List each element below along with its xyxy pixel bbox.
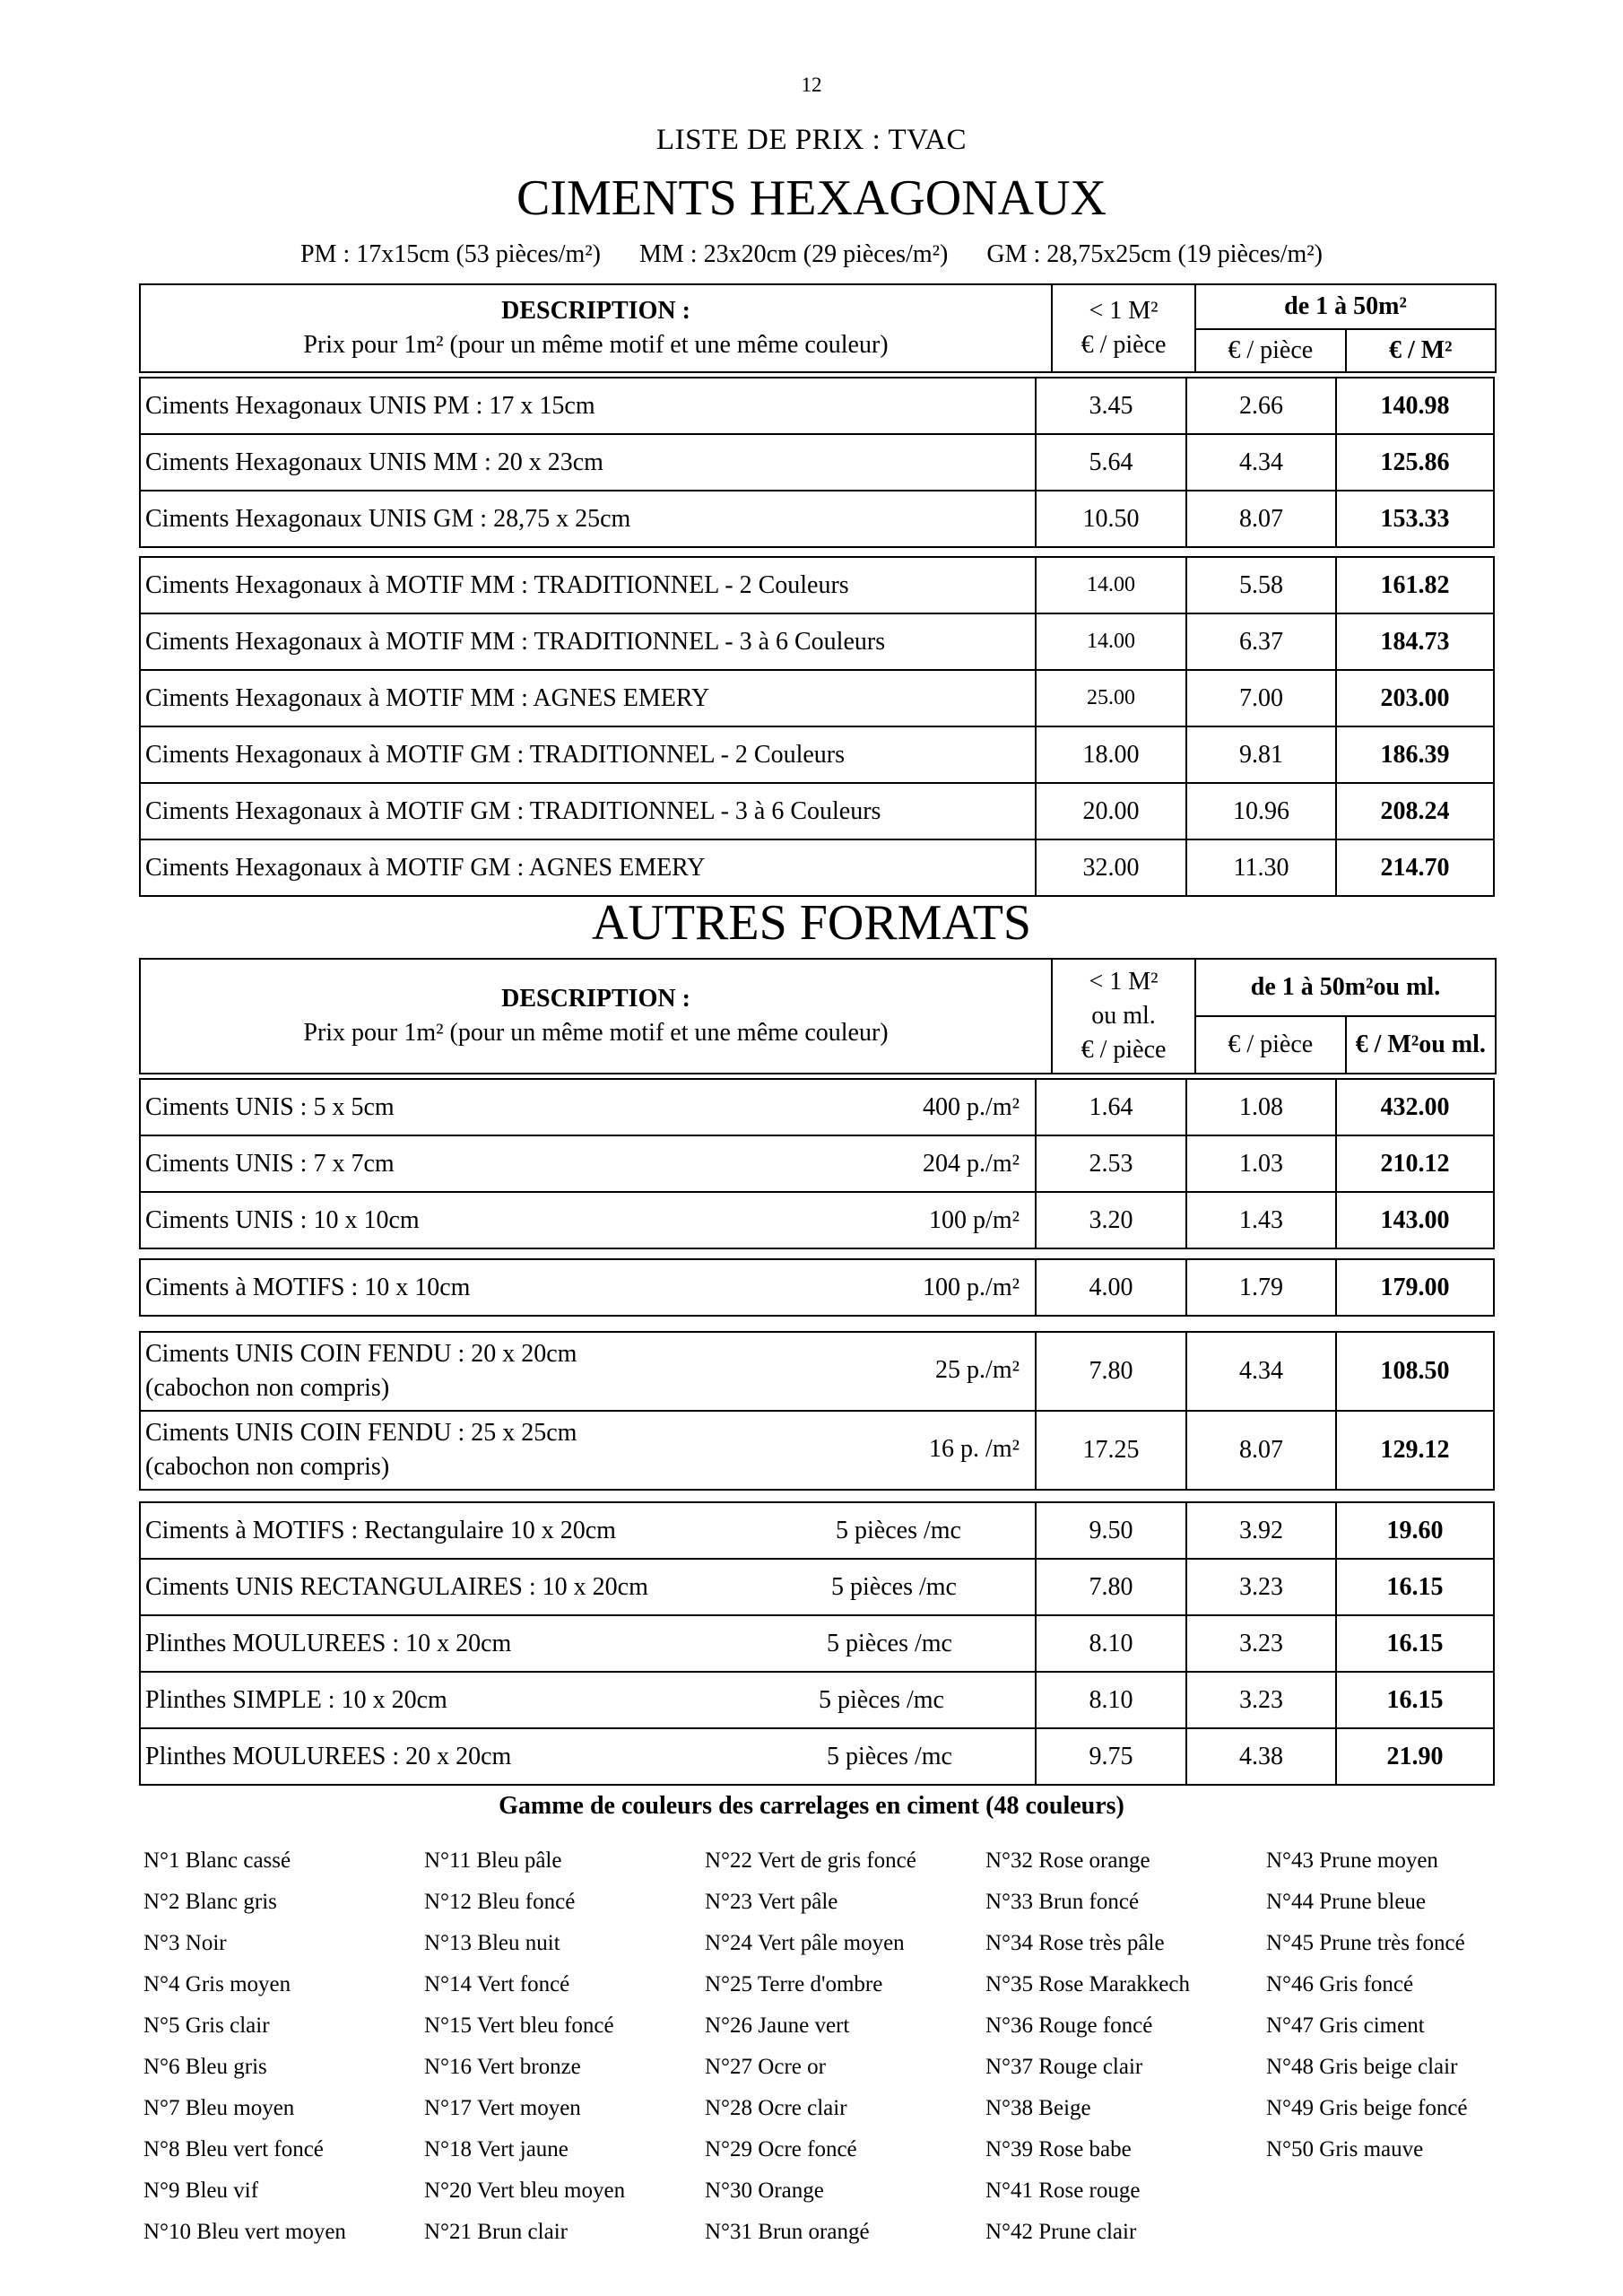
hex-unis-table (139, 377, 1495, 548)
table-row (140, 613, 1494, 670)
list-item: N°42 Prune clair (985, 2220, 1137, 2244)
row-price-under-1m2: 32.00 (1036, 839, 1186, 896)
list-item: N°12 Bleu foncé (424, 1890, 576, 1914)
list-item: N°5 Gris clair (143, 2013, 270, 2038)
table-row (140, 783, 1494, 839)
row-price-per-m2: 161.82 (1336, 557, 1494, 613)
row-price-per-piece: 3.23 (1186, 1615, 1336, 1672)
row-price-per-piece: 3.92 (1186, 1502, 1336, 1559)
row-price-per-piece: 1.79 (1186, 1259, 1336, 1316)
list-item: N°32 Rose orange (985, 1848, 1150, 1873)
hex-header-col1 (1052, 284, 1195, 372)
header-col1-line2: € / pièce (1081, 331, 1167, 359)
row-price-under-1m2: 14.00 (1036, 613, 1186, 670)
row-description (140, 1559, 1036, 1615)
row-price-per-m2: 143.00 (1336, 1192, 1494, 1248)
list-item: N°4 Gris moyen (143, 1972, 291, 1996)
list-item: N°36 Rouge foncé (985, 2013, 1153, 2038)
table-row (140, 1559, 1494, 1615)
row-price-per-m2: 210.12 (1336, 1135, 1494, 1192)
table-row (140, 1332, 1494, 1411)
list-item: N°2 Blanc gris (143, 1890, 277, 1914)
row-quantity: 5 pièces /mc (836, 1516, 961, 1544)
row-label-note: (cabochon non compris) (145, 1374, 390, 1402)
hex-header-group: de 1 à 50m² (1195, 284, 1496, 329)
row-label: Ciments UNIS : 10 x 10cm (145, 1205, 420, 1234)
row-price-per-piece: 3.23 (1186, 1559, 1336, 1615)
row-price-per-piece: 7.00 (1186, 670, 1336, 726)
list-item: N°8 Bleu vert foncé (143, 2137, 324, 2161)
row-description: Ciments Hexagonaux UNIS MM : 20 x 23cm (140, 434, 1036, 491)
row-label: Plinthes MOULUREES : 10 x 20cm (145, 1629, 512, 1657)
list-item: N°39 Rose babe (985, 2137, 1132, 2161)
row-price-per-m2: 21.90 (1336, 1728, 1494, 1785)
list-item: N°45 Prune très foncé (1266, 1931, 1465, 1955)
table-row (140, 670, 1494, 726)
list-item: N°37 Rouge clair (985, 2055, 1143, 2079)
row-quantity: 25 p./m² (935, 1356, 1020, 1385)
list-item: N°14 Vert foncé (424, 1972, 570, 1996)
row-description (140, 1672, 1036, 1728)
row-label: Ciments UNIS : 7 x 7cm (145, 1149, 395, 1178)
color-column-2 (424, 1840, 625, 2253)
row-price-per-m2: 140.98 (1336, 378, 1494, 434)
other-table-header (139, 958, 1497, 1074)
row-price-under-1m2: 4.00 (1036, 1259, 1186, 1316)
list-item: N°18 Vert jaune (424, 2137, 568, 2161)
list-item: N°10 Bleu vert moyen (143, 2220, 346, 2244)
list-item: N°50 Gris mauve (1266, 2137, 1424, 2161)
row-price-per-piece: 10.96 (1186, 783, 1336, 839)
table-row (140, 839, 1494, 896)
row-description (140, 1259, 1036, 1316)
list-item: N°15 Vert bleu foncé (424, 2013, 614, 2038)
row-price-per-m2: 432.00 (1336, 1079, 1494, 1135)
row-price-per-m2: 129.12 (1336, 1411, 1494, 1490)
table-row (140, 1672, 1494, 1728)
row-price-per-piece: 6.37 (1186, 613, 1336, 670)
row-price-per-m2: 108.50 (1336, 1332, 1494, 1411)
table-row (140, 1502, 1494, 1559)
row-price-per-piece: 2.66 (1186, 378, 1336, 434)
row-price-per-m2: 184.73 (1336, 613, 1494, 670)
row-price-under-1m2: 3.45 (1036, 378, 1186, 434)
table-row (140, 1259, 1494, 1316)
row-description: Ciments Hexagonaux à MOTIF MM : AGNES EMERY (140, 670, 1036, 726)
list-item: N°27 Ocre or (705, 2055, 826, 2079)
table-row (140, 557, 1494, 613)
hex-header-col2: € / pièce (1195, 329, 1346, 372)
row-price-under-1m2: 3.20 (1036, 1192, 1186, 1248)
hex-header-description (140, 284, 1052, 372)
row-price-per-m2: 186.39 (1336, 726, 1494, 783)
row-label: Ciments UNIS RECTANGULAIRES : 10 x 20cm (145, 1572, 648, 1601)
row-description: Ciments Hexagonaux à MOTIF GM : AGNES EMERY (140, 839, 1036, 896)
list-item: N°31 Brun orangé (705, 2220, 870, 2244)
table-row (140, 1728, 1494, 1785)
page-number: 12 (801, 74, 822, 96)
row-price-per-m2: 19.60 (1336, 1502, 1494, 1559)
row-price-under-1m2: 25.00 (1036, 670, 1186, 726)
table-row (140, 1615, 1494, 1672)
table-row (140, 1192, 1494, 1248)
row-label: Plinthes MOULUREES : 20 x 20cm (145, 1742, 512, 1770)
row-price-per-m2: 179.00 (1336, 1259, 1494, 1316)
row-description (140, 1135, 1036, 1192)
row-price-under-1m2: 9.50 (1036, 1502, 1186, 1559)
color-column-3 (705, 1840, 916, 2253)
row-price-per-piece: 8.07 (1186, 1411, 1336, 1490)
row-price-per-m2: 16.15 (1336, 1672, 1494, 1728)
row-price-under-1m2: 18.00 (1036, 726, 1186, 783)
header-col1-line1: < 1 M² (1089, 968, 1159, 996)
color-column-4 (985, 1840, 1190, 2253)
list-item: N°7 Bleu moyen (143, 2096, 295, 2120)
other-unis-table (139, 1078, 1495, 1249)
row-description: Ciments Hexagonaux à MOTIF MM : TRADITIONNEL - 3 à 6 Couleurs (140, 613, 1036, 670)
list-item: N°11 Bleu pâle (424, 1848, 562, 1873)
row-description: Ciments Hexagonaux à MOTIF MM : TRADITIONNEL - 2 Couleurs (140, 557, 1036, 613)
other-header-col3: € / M²ou ml. (1346, 1016, 1497, 1074)
row-price-under-1m2: 8.10 (1036, 1672, 1186, 1728)
row-quantity: 5 pièces /mc (827, 1742, 952, 1770)
row-price-per-m2: 203.00 (1336, 670, 1494, 726)
row-quantity: 100 p/m² (929, 1205, 1020, 1234)
row-price-per-m2: 153.33 (1336, 491, 1494, 547)
row-price-under-1m2: 7.80 (1036, 1559, 1186, 1615)
list-item: N°26 Jaune vert (705, 2013, 850, 2038)
row-description: Ciments Hexagonaux à MOTIF GM : TRADITIONNEL - 2 Couleurs (140, 726, 1036, 783)
other-header-col1 (1052, 959, 1195, 1074)
list-item: N°43 Prune moyen (1266, 1848, 1438, 1873)
header-desc-sub: Prix pour 1m² (pour un même motif et une même couleur) (303, 1019, 889, 1047)
other-coin-fendu-table (139, 1331, 1495, 1491)
row-price-per-piece: 5.58 (1186, 557, 1336, 613)
other-motif-table (139, 1258, 1495, 1317)
row-label-note: (cabochon non compris) (145, 1453, 390, 1481)
list-item: N°1 Blanc cassé (143, 1848, 291, 1873)
table-row (140, 1079, 1494, 1135)
row-price-per-m2: 16.15 (1336, 1559, 1494, 1615)
list-item: N°30 Orange (705, 2179, 824, 2203)
row-price-per-piece: 11.30 (1186, 839, 1336, 896)
row-price-under-1m2: 9.75 (1036, 1728, 1186, 1785)
row-price-per-m2: 16.15 (1336, 1615, 1494, 1672)
list-item: N°35 Rose Marakkech (985, 1972, 1190, 1996)
row-description (140, 1502, 1036, 1559)
row-price-under-1m2: 14.00 (1036, 557, 1186, 613)
list-item: N°3 Noir (143, 1931, 227, 1955)
section-title-other-formats: AUTRES FORMATS (591, 895, 1032, 951)
size-gm: GM : 28,75x25cm (19 pièces/m²) (986, 240, 1324, 268)
header-col1-line2: ou ml. (1091, 1002, 1156, 1031)
list-item: N°6 Bleu gris (143, 2055, 267, 2079)
row-description (140, 1332, 1036, 1411)
row-quantity: 204 p./m² (923, 1149, 1020, 1178)
size-formats (0, 240, 1623, 269)
row-price-under-1m2: 8.10 (1036, 1615, 1186, 1672)
row-description (140, 1411, 1036, 1490)
row-description: Ciments Hexagonaux UNIS GM : 28,75 x 25cm (140, 491, 1036, 547)
other-header-col2: € / pièce (1195, 1016, 1346, 1074)
table-row (140, 491, 1494, 547)
list-item: N°33 Brun foncé (985, 1890, 1140, 1914)
row-price-per-piece: 4.34 (1186, 1332, 1336, 1411)
other-header-group: de 1 à 50m²ou ml. (1195, 959, 1496, 1016)
list-item: N°9 Bleu vif (143, 2179, 259, 2203)
size-mm: MM : 23x20cm (29 pièces/m²) (639, 240, 949, 268)
row-quantity: 16 p. /m² (929, 1435, 1020, 1464)
list-item: N°41 Rose rouge (985, 2179, 1141, 2203)
row-description (140, 1615, 1036, 1672)
row-description (140, 1728, 1036, 1785)
list-item: N°46 Gris foncé (1266, 1972, 1414, 1996)
row-quantity: 5 pièces /mc (819, 1685, 944, 1714)
row-price-per-piece: 4.34 (1186, 434, 1336, 491)
list-item: N°28 Ocre clair (705, 2096, 847, 2120)
list-title: LISTE DE PRIX : TVAC (655, 124, 968, 156)
row-price-under-1m2: 7.80 (1036, 1332, 1186, 1411)
list-item: N°23 Vert pâle (705, 1890, 838, 1914)
header-desc-title: DESCRIPTION : (501, 297, 690, 326)
row-price-under-1m2: 17.25 (1036, 1411, 1186, 1490)
list-item: N°49 Gris beige foncé (1266, 2096, 1468, 2120)
row-quantity: 5 pièces /mc (827, 1629, 952, 1657)
list-item: N°13 Bleu nuit (424, 1931, 560, 1955)
row-label: Ciments à MOTIFS : 10 x 10cm (145, 1273, 471, 1301)
row-description (140, 1079, 1036, 1135)
row-quantity: 100 p./m² (923, 1273, 1020, 1301)
row-price-under-1m2: 2.53 (1036, 1135, 1186, 1192)
row-label: Ciments à MOTIFS : Rectangulaire 10 x 20cm (145, 1516, 616, 1544)
list-item: N°38 Beige (985, 2096, 1091, 2120)
table-row (140, 434, 1494, 491)
row-description: Ciments Hexagonaux à MOTIF GM : TRADITIONNEL - 3 à 6 Couleurs (140, 783, 1036, 839)
list-item: N°17 Vert moyen (424, 2096, 581, 2120)
row-price-under-1m2: 10.50 (1036, 491, 1186, 547)
hex-table-header (139, 283, 1497, 373)
row-label: Ciments UNIS COIN FENDU : 25 x 25cm (145, 1419, 577, 1448)
other-header-description (140, 959, 1052, 1074)
row-price-per-m2: 214.70 (1336, 839, 1494, 896)
list-item: N°16 Vert bronze (424, 2055, 581, 2079)
row-price-under-1m2: 20.00 (1036, 783, 1186, 839)
main-title: CIMENTS HEXAGONAUX (516, 170, 1107, 226)
row-price-per-piece: 3.23 (1186, 1672, 1336, 1728)
table-row (140, 378, 1494, 434)
row-description (140, 1192, 1036, 1248)
list-item: N°44 Prune bleue (1266, 1890, 1427, 1914)
header-col1-line3: € / pièce (1081, 1035, 1167, 1064)
row-price-per-m2: 208.24 (1336, 783, 1494, 839)
color-column-1 (143, 1840, 346, 2253)
row-price-per-piece: 1.03 (1186, 1135, 1336, 1192)
row-price-per-piece: 1.08 (1186, 1079, 1336, 1135)
table-row (140, 1411, 1494, 1490)
row-quantity: 400 p./m² (923, 1092, 1020, 1121)
row-price-per-piece: 9.81 (1186, 726, 1336, 783)
size-pm: PM : 17x15cm (53 pièces/m²) (299, 240, 601, 268)
other-rectangular-table (139, 1501, 1495, 1786)
hex-header-col3: € / M² (1346, 329, 1497, 372)
row-price-per-m2: 125.86 (1336, 434, 1494, 491)
list-item: N°48 Gris beige clair (1266, 2055, 1458, 2079)
list-item: N°29 Ocre foncé (705, 2137, 857, 2161)
row-description: Ciments Hexagonaux UNIS PM : 17 x 15cm (140, 378, 1036, 434)
list-item: N°47 Gris ciment (1266, 2013, 1425, 2038)
header-desc-title: DESCRIPTION : (501, 985, 690, 1013)
list-item: N°24 Vert pâle moyen (705, 1931, 905, 1955)
color-column-5 (1266, 1840, 1468, 2170)
row-price-under-1m2: 1.64 (1036, 1079, 1186, 1135)
list-item: N°21 Brun clair (424, 2220, 568, 2244)
header-col1-line1: < 1 M² (1089, 297, 1159, 326)
table-row (140, 726, 1494, 783)
list-item: N°34 Rose très pâle (985, 1931, 1165, 1955)
color-range-title: Gamme de couleurs des carrelages en ciment (48 couleurs) (499, 1792, 1124, 1820)
row-price-per-piece: 8.07 (1186, 491, 1336, 547)
row-label: Ciments UNIS COIN FENDU : 20 x 20cm (145, 1340, 577, 1369)
list-item: N°22 Vert de gris foncé (705, 1848, 916, 1873)
table-row (140, 1135, 1494, 1192)
row-quantity: 5 pièces /mc (831, 1572, 957, 1601)
row-price-under-1m2: 5.64 (1036, 434, 1186, 491)
row-label: Plinthes SIMPLE : 10 x 20cm (145, 1685, 447, 1714)
hex-motif-table (139, 556, 1495, 897)
list-item: N°25 Terre d'ombre (705, 1972, 883, 1996)
row-price-per-piece: 1.43 (1186, 1192, 1336, 1248)
list-item: N°20 Vert bleu moyen (424, 2179, 626, 2203)
header-desc-sub: Prix pour 1m² (pour un même motif et une même couleur) (303, 331, 889, 359)
row-price-per-piece: 4.38 (1186, 1728, 1336, 1785)
row-label: Ciments UNIS : 5 x 5cm (145, 1092, 395, 1121)
